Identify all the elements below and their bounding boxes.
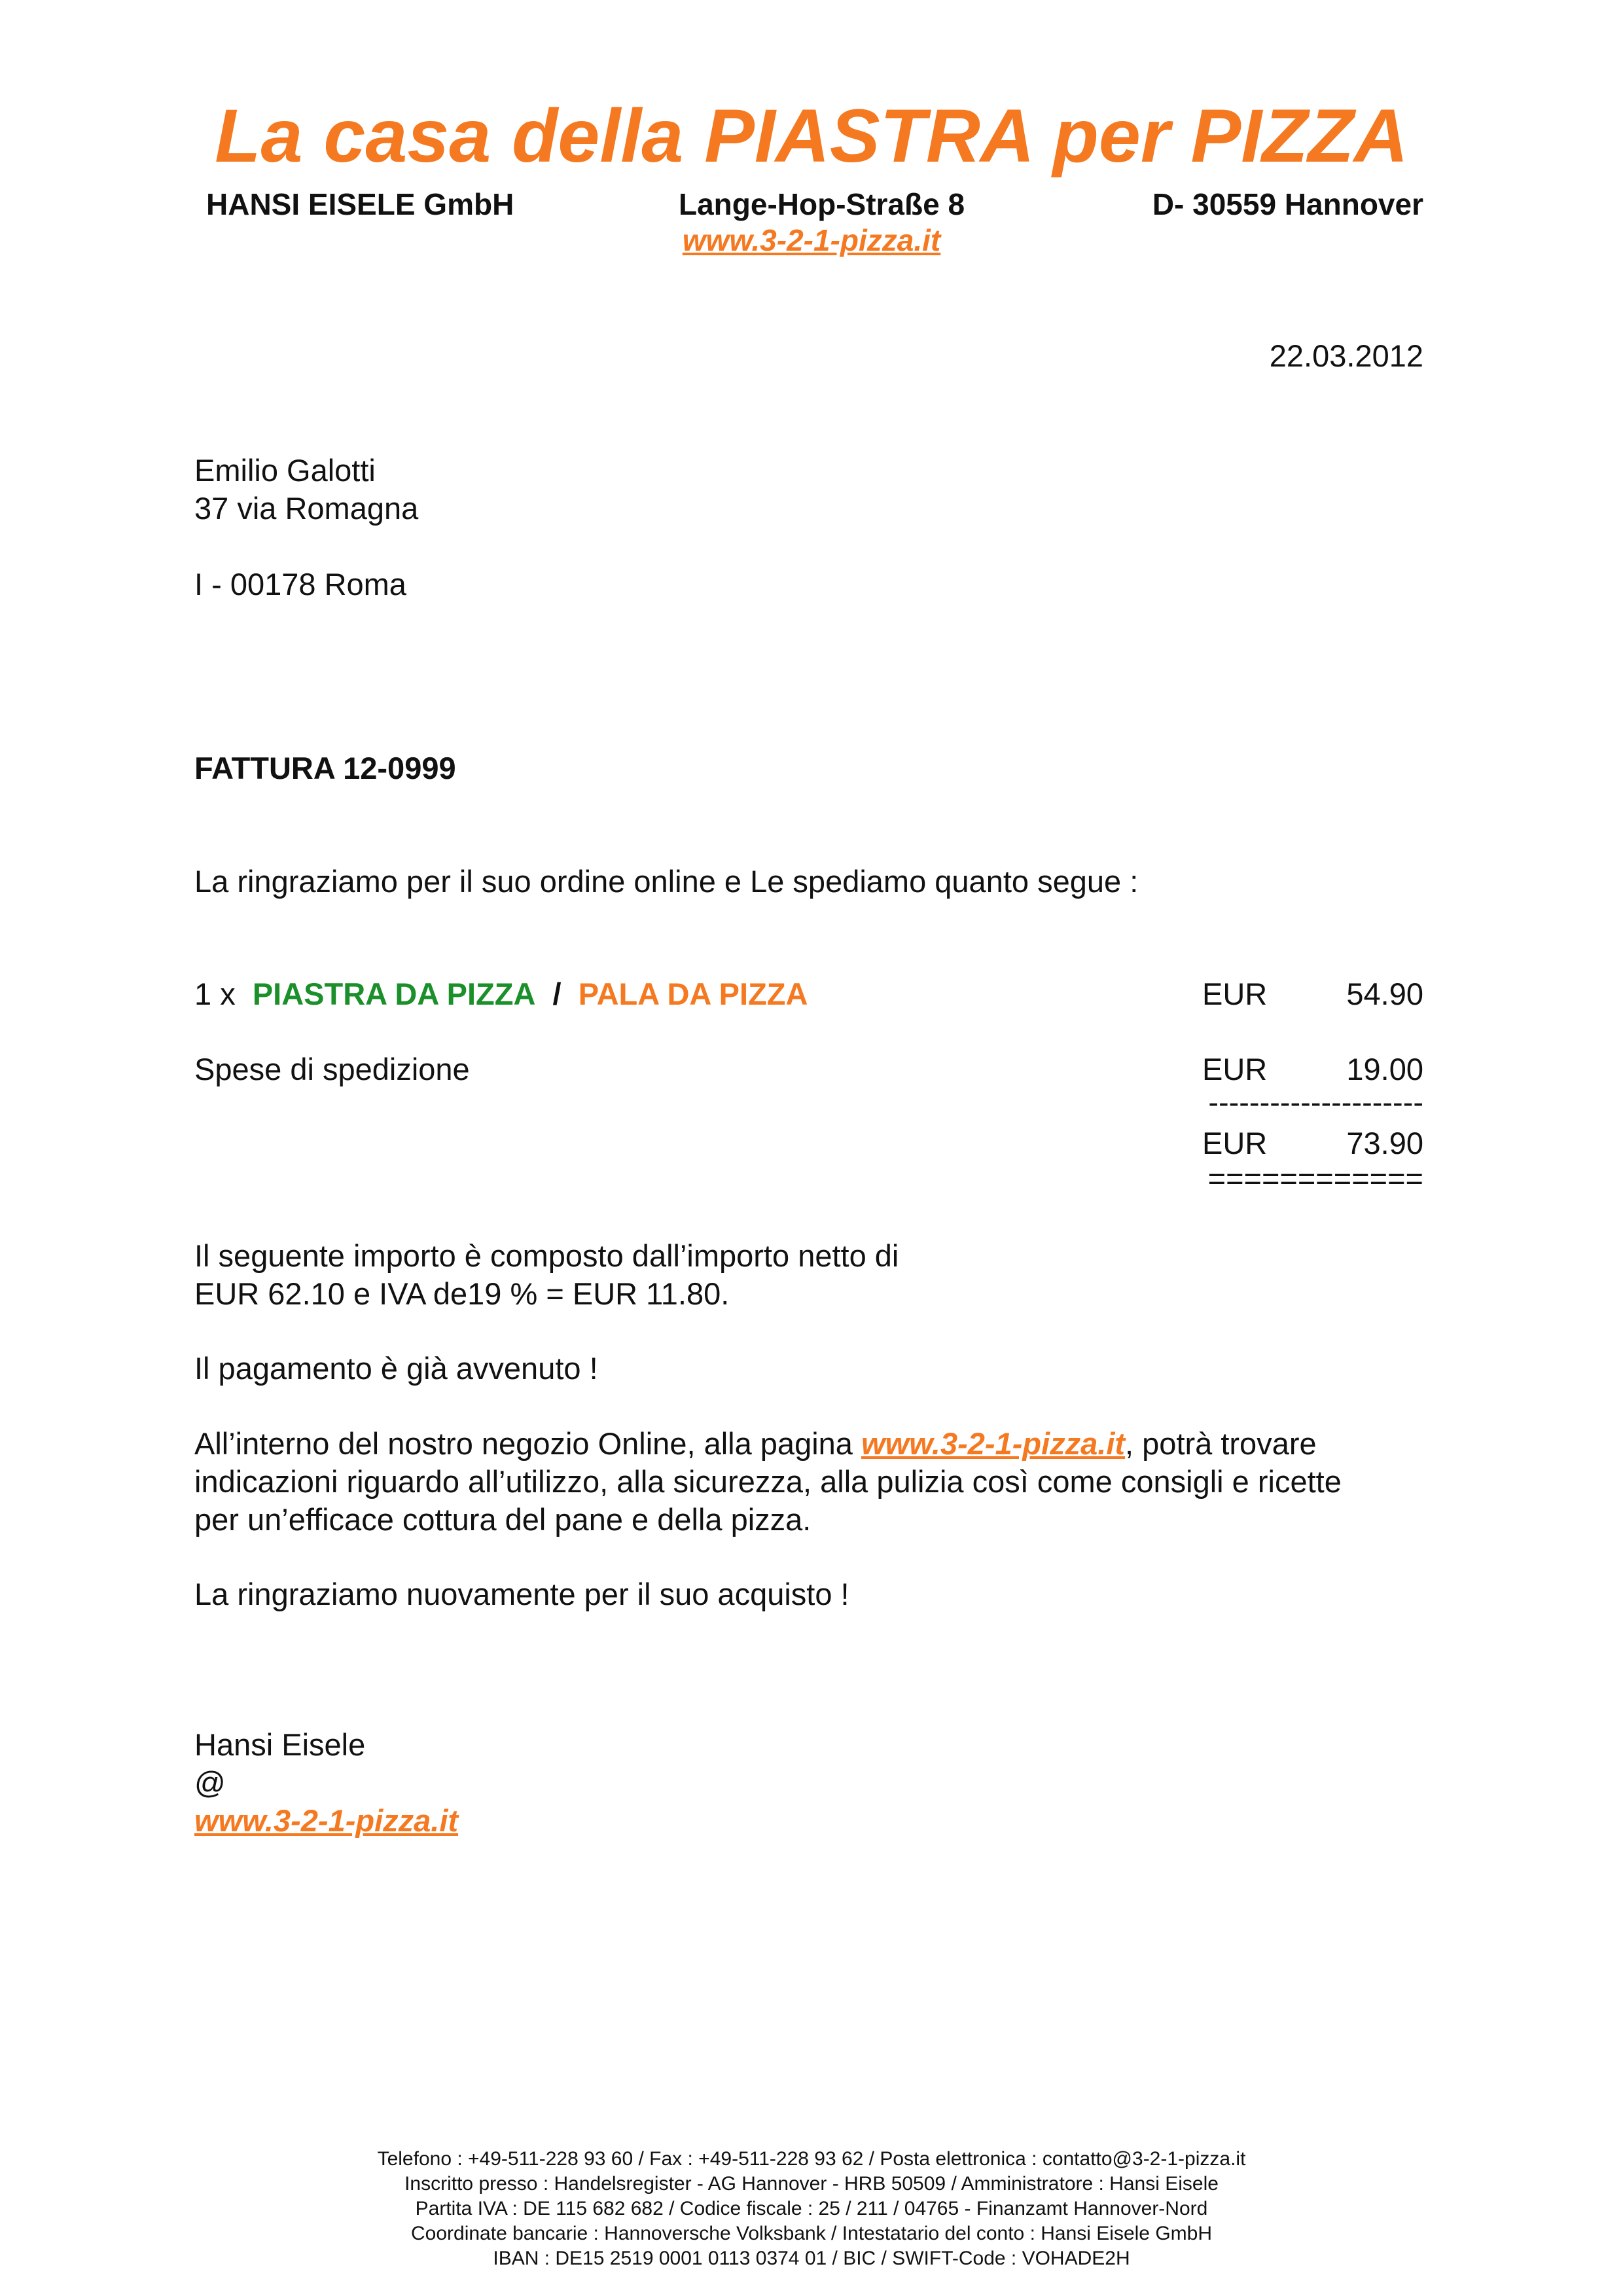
signature-website-link[interactable]: www.3-2-1-pizza.it — [194, 1803, 459, 1838]
footer-tax-line: Partita IVA : DE 115 682 682 / Codice fiscale : 25 / 211 / 04765 - Finanzamt Hannover-Nord — [415, 2198, 1208, 2219]
online-line-3: per un’efficace cottura del pane e della pizza. — [194, 1502, 812, 1537]
footer — [0, 2147, 1623, 2271]
thanks-note: La ringraziamo nuovamente per il suo acquisto ! — [194, 1577, 849, 1611]
signature-name: Hansi Eisele — [194, 1727, 366, 1762]
line-item-product — [194, 975, 808, 1013]
footer-bank-line: Coordinate bancarie : Hannoversche Volksbank / Intestatario del conto : Hansi Eisele GmbH — [411, 2223, 1212, 2244]
shipping-amount: 19.00 — [1346, 1052, 1423, 1086]
recipient-street: 37 via Romagna — [194, 491, 419, 526]
online-text-part1: All’interno del nostro negozio Online, alla pagina — [194, 1426, 861, 1461]
company-street: Lange-Hop-Straße 8 — [679, 187, 965, 221]
online-text-part2: , potrà trovare — [1125, 1426, 1317, 1461]
company-title: La casa della PIASTRA per PIZZA — [215, 94, 1408, 178]
signature-at: @ — [194, 1765, 226, 1800]
company-city: D- 30559 Hannover — [1152, 187, 1423, 221]
vat-line-2: EUR 62.10 e IVA de19 % = EUR 11.80. — [194, 1276, 730, 1311]
online-line-2: indicazioni riguardo all’utilizzo, alla sicurezza, alla pulizia così come consigli e ricette — [194, 1464, 1342, 1499]
vat-line-1: Il seguente importo è composto dall’importo netto di — [194, 1238, 899, 1273]
invoice-intro: La ringraziamo per il suo ordine online e Le spediamo quanto segue : — [194, 864, 1139, 899]
line-item-shipping: Spese di spedizione — [194, 1052, 470, 1086]
invoice-number: FATTURA 12-0999 — [194, 751, 456, 785]
item-separator: / — [552, 977, 562, 1011]
total-double-rule: ============ — [1207, 1161, 1423, 1196]
recipient-name: Emilio Galotti — [194, 453, 376, 488]
total-dash-rule: --------------------- — [1208, 1085, 1423, 1119]
footer-iban-line: IBAN : DE15 2519 0001 0113 0374 01 / BIC / SWIFT-Code : VOHADE2H — [493, 2248, 1130, 2269]
total-currency: EUR — [1202, 1126, 1268, 1160]
item-product-b: PALA DA PIZZA — [578, 977, 808, 1011]
item-currency: EUR — [1202, 977, 1268, 1011]
total-amount: 73.90 — [1346, 1126, 1423, 1160]
online-website-link[interactable]: www.3-2-1-pizza.it — [861, 1426, 1126, 1461]
footer-contact-line: Telefono : +49-511-228 93 60 / Fax : +49-511-228 93 62 / Posta elettronica : contatto@3-2-1-pizza.it — [377, 2148, 1246, 2170]
invoice-date: 22.03.2012 — [1269, 338, 1423, 373]
online-shop-paragraph — [194, 1425, 1342, 1539]
item-qty: 1 x — [194, 977, 236, 1011]
item-amount: 54.90 — [1346, 977, 1423, 1011]
online-line-1 — [194, 1425, 1342, 1463]
header-website-link[interactable]: www.3-2-1-pizza.it — [682, 223, 941, 257]
item-product-a: PIASTRA DA PIZZA — [252, 977, 536, 1011]
signature-block — [194, 1726, 458, 1840]
shipping-currency: EUR — [1202, 1052, 1268, 1086]
vat-paragraph — [194, 1237, 899, 1313]
payment-note: Il pagamento è già avvenuto ! — [194, 1351, 598, 1386]
recipient-address — [194, 452, 418, 603]
footer-registry-line: Inscritto presso : Handelsregister - AG Hannover - HRB 50509 / Amministratore : Hansi Eisele — [404, 2173, 1219, 2195]
recipient-city: I - 00178 Roma — [194, 567, 406, 601]
company-name: HANSI EISELE GmbH — [206, 187, 514, 221]
